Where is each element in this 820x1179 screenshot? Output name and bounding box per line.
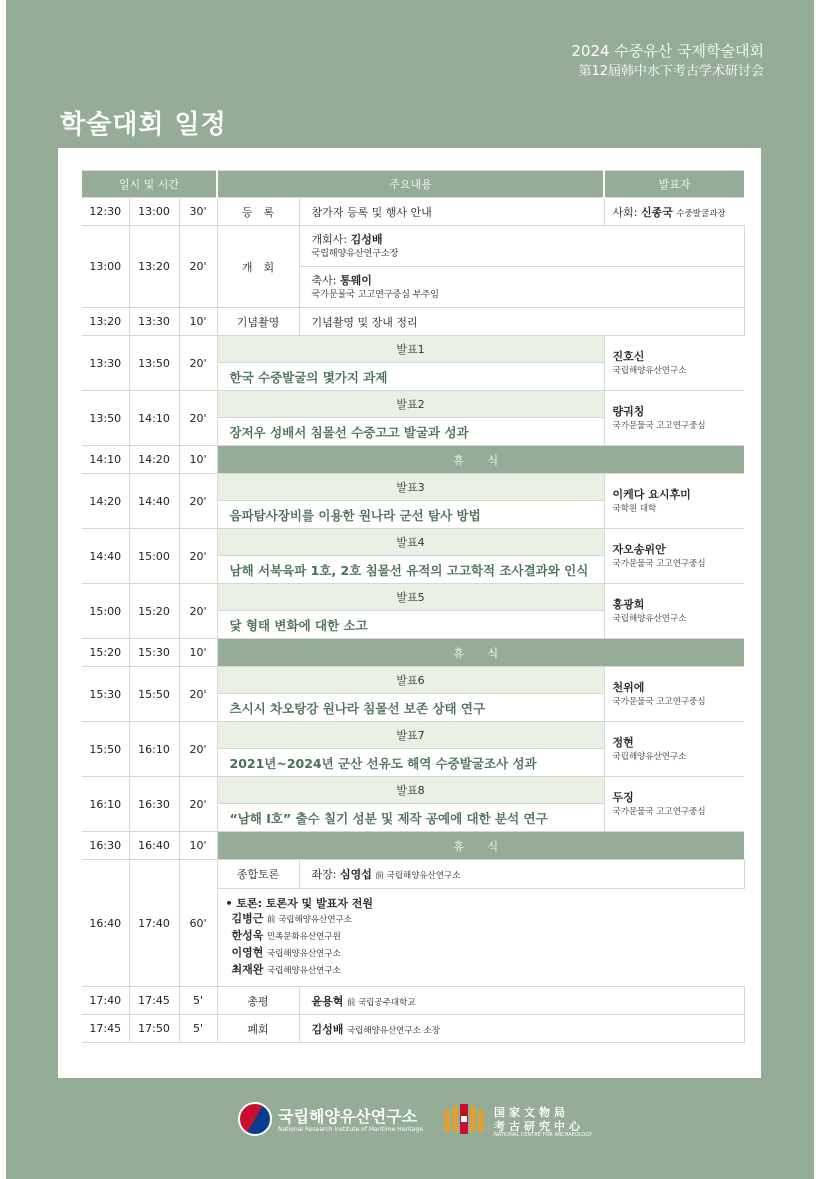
start-time: 13:30 [82,336,129,391]
presenter-name: 량궈칭 [612,404,645,418]
talk-label: 발표4 [217,529,604,556]
presenter-affiliation: 국가문물국 고고연구중심 [612,420,706,431]
start-time: 12:30 [82,198,129,226]
end-time: 15:00 [129,529,179,584]
category: 총평 [217,987,299,1015]
duration: 20' [179,474,217,529]
talk-title: 한국 수중발굴의 몇가지 과제 [217,363,604,391]
closing-speaker [299,1015,744,1043]
opening-speech [299,226,744,267]
start-time: 13:20 [82,308,129,336]
speech-role: 축사: [311,273,337,287]
duration: 5' [179,987,217,1015]
break-label: 휴 식 [217,832,744,860]
nca-name-line2: 考古研究中心 [494,1120,584,1133]
table-row [82,584,744,611]
presenter [604,584,744,639]
col-time-header: 일시 및 시간 [82,171,217,198]
start-time: 15:00 [82,584,129,639]
presenter [604,391,744,446]
table-row [82,987,744,1015]
presenter [604,667,744,722]
duration: 20' [179,667,217,722]
presenter-affiliation: 국립해양유산연구소 [612,613,687,624]
presenter-name: 두징 [612,790,634,804]
table-row [82,474,744,501]
panelist [226,945,745,962]
table-row [82,391,744,418]
presenter-affiliation: 수중발굴과장 [676,208,726,219]
panelist-name: 최재완 [231,963,264,976]
end-time: 13:00 [129,198,179,226]
talk-title: 장저우 성배서 침몰선 수중고고 발굴과 성과 [217,418,604,446]
presenter-name: 진호신 [612,349,645,363]
table-row [82,1015,744,1043]
event-header [571,40,764,82]
chair-name: 심영섭 [339,868,372,881]
presenter [604,336,744,391]
end-time: 17:40 [129,860,179,987]
talk-label: 발표5 [217,584,604,611]
footer-logos [6,1096,814,1146]
presenter-name: 정현 [612,735,634,749]
panel-heading: • 토론: 토론자 및 발표자 전원 [225,897,373,910]
speech-name: 통웨이 [339,273,372,287]
end-time: 13:20 [129,226,179,308]
end-time: 15:50 [129,667,179,722]
speech-role: 개회사: [311,232,348,246]
talk-label: 발표6 [217,667,604,694]
poster-page [6,0,814,1179]
talk-label: 발표1 [217,336,604,363]
start-time: 15:50 [82,722,129,777]
nrimh-english-name: National Research Institute of Maritime Heritage [278,1126,424,1133]
panelist [226,962,745,979]
presenter-affiliation: 국립해양유산연구소 [612,751,687,762]
panelist-name: 김병근 [231,912,264,925]
presenter-affiliation: 국가문물국 고고연구중심 [612,696,706,707]
table-row [82,529,744,556]
duration: 10' [179,639,217,667]
duration: 20' [179,584,217,639]
duration: 10' [179,446,217,474]
schedule-panel [58,148,761,1078]
end-time: 17:45 [129,987,179,1015]
duration: 30' [179,198,217,226]
start-time: 15:20 [82,639,129,667]
talk-label: 발표2 [217,391,604,418]
duration: 20' [179,722,217,777]
table-row [82,860,744,889]
nca-name-line1: 国家文物局 [494,1106,569,1119]
page-title: 학술대회 일정 [60,110,227,140]
presenter-affiliation: 국가문물국 고고연구중심 [612,558,706,569]
end-time: 15:30 [129,639,179,667]
schedule-table [82,170,745,1043]
table-row [82,722,744,749]
duration: 10' [179,832,217,860]
presenter-name: 이케다 요시후미 [612,487,691,501]
panelist-name: 이영현 [231,946,264,959]
panelist-affiliation: 국립해양유산연구소 [266,966,341,976]
speaker-affiliation: 前 국립공주대학교 [346,997,416,1008]
talk-label: 발표8 [217,777,604,804]
talk-title: 2021년~2024년 군산 선유도 해역 수중발굴조사 성과 [217,749,604,777]
break-row [82,639,744,667]
end-time: 17:50 [129,1015,179,1043]
col-presenter-header: 발표자 [604,171,744,198]
chair-affiliation: 前 국립해양유산연구소 [375,871,461,881]
start-time: 17:45 [82,1015,129,1043]
panelist-affiliation: 민족문화유산연구원 [266,932,341,942]
end-time: 14:10 [129,391,179,446]
duration: 20' [179,226,217,308]
speaker-name: 윤용혁 [311,994,344,1008]
presenter-name: 천위에 [612,680,645,694]
presenter-name: 자오송위안 [612,542,666,556]
start-time: 16:30 [82,832,129,860]
review-speaker [299,987,744,1015]
start-time: 13:50 [82,391,129,446]
start-time: 14:40 [82,529,129,584]
end-time: 13:30 [129,308,179,336]
description: 참가자 등록 및 행사 안내 [299,198,604,226]
break-label: 휴 식 [217,446,744,474]
start-time: 17:40 [82,987,129,1015]
start-time: 14:20 [82,474,129,529]
end-time: 16:40 [129,832,179,860]
panelist-name: 한성욱 [231,929,264,942]
col-content-header: 주요내용 [217,171,604,198]
talk-label: 발표3 [217,474,604,501]
discussion-panel [217,889,744,987]
break-row [82,446,744,474]
presenter-role: 사회: [612,205,638,219]
break-label: 휴 식 [217,639,744,667]
duration: 20' [179,391,217,446]
congratulatory-speech [299,267,744,308]
start-time: 16:10 [82,777,129,832]
end-time: 14:40 [129,474,179,529]
duration: 20' [179,336,217,391]
table-row [82,777,744,804]
category: 폐회 [217,1015,299,1043]
presenter-affiliation: 국립해양유산연구소 [612,365,687,376]
break-row [82,832,744,860]
duration: 10' [179,308,217,336]
talk-title: “남해 I호” 출수 칠기 성분 및 제작 공예에 대한 분석 연구 [217,804,604,832]
category: 등 록 [217,198,299,226]
event-title-zh: 第12屆韩中水下考古学术研讨会 [578,64,764,79]
presenter [604,722,744,777]
table-row [82,226,744,267]
presenter [604,198,744,226]
duration: 20' [179,777,217,832]
event-title-ko: 2024 수중유산 국제학술대회 [571,42,764,60]
presenter-affiliation: 국가문물국 고고연구중심 [612,806,706,817]
start-time: 16:40 [82,860,129,987]
nrimh-name: 국립해양유산연구소 [278,1107,418,1126]
table-row [82,667,744,694]
speech-affiliation: 국립해양유산연구소장 [311,248,399,259]
nca-english-name: NATIONAL CENTRE FOR ARCHAEOLOGY [494,1132,592,1138]
presenter-name: 신종국 [640,205,673,219]
presenter-affiliation: 국학원 대학 [612,503,657,514]
end-time: 15:20 [129,584,179,639]
presenter [604,474,744,529]
talk-title: 닻 형태 변화에 대한 소고 [217,611,604,639]
presenter-name: 홍광희 [612,597,645,611]
speaker-affiliation: 국립해양유산연구소 소장 [346,1025,440,1036]
chair-role: 좌장: [311,868,337,881]
start-time: 14:10 [82,446,129,474]
end-time: 14:20 [129,446,179,474]
category: 기념촬영 [217,308,299,336]
presenter [604,529,744,584]
speaker-name: 김성배 [311,1022,344,1036]
presenter [604,777,744,832]
category: 종합토론 [217,860,299,889]
talk-title: 음파탐사장비를 이용한 원나라 군선 탐사 방법 [217,501,604,529]
category: 개 회 [217,226,299,308]
talk-label: 발표7 [217,722,604,749]
panelist-affiliation: 前 국립해양유산연구소 [266,915,352,925]
speech-affiliation: 국가문물국 고고연구중심 부주임 [311,289,439,300]
nca-emblem-icon [442,1104,486,1136]
panelist [226,928,745,945]
duration: 60' [179,860,217,987]
talk-title: 남해 서북육파 1호, 2호 침몰선 유적의 고고학적 조사결과와 인식 [217,556,604,584]
talk-title: 츠시시 차오탕강 원나라 침몰선 보존 상태 연구 [217,694,604,722]
end-time: 16:30 [129,777,179,832]
speech-name: 김성배 [350,232,383,246]
duration: 5' [179,1015,217,1043]
description: 기념촬영 및 장내 정리 [299,308,744,336]
panelist [226,911,745,928]
panelist-affiliation: 국립해양유산연구소 [266,949,341,959]
table-header [82,171,744,198]
table-row [82,336,744,363]
start-time: 13:00 [82,226,129,308]
discussion-chair [299,860,744,889]
table-row [82,308,744,336]
end-time: 13:50 [129,336,179,391]
table-row [82,198,744,226]
start-time: 15:30 [82,667,129,722]
duration: 20' [179,529,217,584]
end-time: 16:10 [129,722,179,777]
taeguk-emblem-icon [238,1102,272,1136]
